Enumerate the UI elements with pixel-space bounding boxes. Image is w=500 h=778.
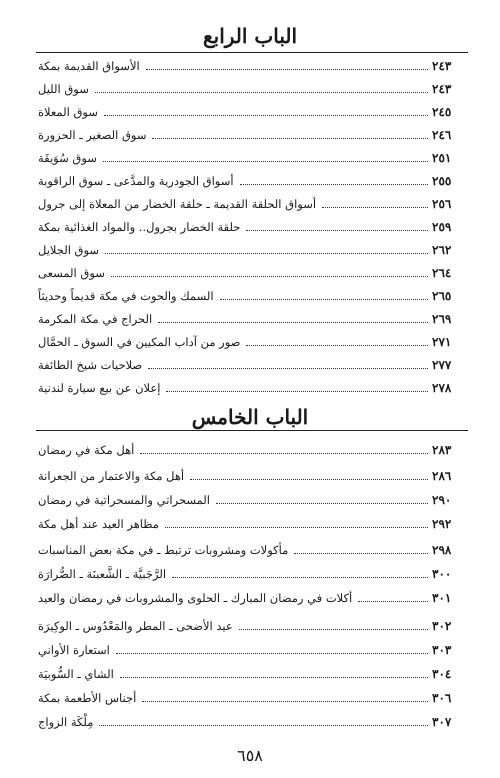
dot-leader bbox=[165, 526, 428, 528]
toc-entry-title: أسواق الحلقة القديمة ـ حلقة الخضار من المعلاة إلى جرول bbox=[38, 197, 317, 211]
toc-entry bbox=[36, 582, 468, 606]
dot-leader bbox=[120, 676, 428, 678]
toc-entry-title: أهل مكة والاعتمار من الجعرانة bbox=[38, 469, 185, 483]
toc-entry-page: ٣٠١ bbox=[432, 591, 452, 605]
dot-leader bbox=[111, 275, 428, 277]
toc-entry-title: عيد الأضحى ـ المطر والمَعْدُوس ـ الوكِيرَة bbox=[38, 619, 233, 633]
toc-entry bbox=[36, 281, 468, 304]
dot-leader bbox=[240, 183, 428, 185]
toc-entry-title: أهل مكة في رمضان bbox=[38, 443, 135, 457]
toc-entry-page: ٢٩٨ bbox=[432, 543, 452, 557]
toc-entry-page: ٣٠٤ bbox=[432, 667, 452, 681]
dot-leader bbox=[99, 724, 428, 726]
toc-entry bbox=[36, 74, 468, 97]
toc-entry bbox=[36, 120, 468, 143]
toc-entry-page: ٢٦٤ bbox=[432, 266, 452, 280]
toc-entry-page: ٣٠٢ bbox=[432, 619, 452, 633]
toc-entry-title: مِلْكَة الزواج bbox=[38, 715, 94, 729]
toc-entry-page: ٣٠٦ bbox=[432, 691, 452, 705]
dot-leader bbox=[103, 160, 428, 162]
toc-entry-page: ٢٤٦ bbox=[432, 128, 452, 142]
toc-entry-page: ٣٠٣ bbox=[432, 643, 452, 657]
toc-entry bbox=[36, 658, 468, 682]
dot-leader bbox=[105, 252, 428, 254]
chapter-4-rule bbox=[36, 52, 468, 53]
dot-leader bbox=[239, 628, 428, 630]
toc-entry-page: ٢٤٥ bbox=[432, 105, 452, 119]
toc-entry bbox=[36, 634, 468, 658]
toc-entry-page: ٢٩٠ bbox=[432, 493, 452, 507]
toc-entry-page: ٢٧٧ bbox=[432, 358, 452, 372]
toc-entry bbox=[36, 189, 468, 212]
toc-entry bbox=[36, 432, 468, 458]
dot-leader bbox=[246, 229, 428, 231]
toc-entry-title: الحراج في مكة المكرمة bbox=[38, 312, 153, 326]
dot-leader bbox=[116, 652, 428, 654]
toc-entry bbox=[36, 350, 468, 373]
toc-entry-title: إعلان عن بيع سيارة لندنية bbox=[38, 381, 161, 395]
toc-entry-page: ٣٠٠ bbox=[432, 567, 452, 581]
chapter-5-toc bbox=[36, 432, 468, 730]
toc-entry-page: ٣٠٧ bbox=[432, 715, 452, 729]
toc-entry bbox=[36, 166, 468, 189]
dot-leader bbox=[358, 600, 428, 602]
toc-entry-title: مأكولات ومشروبات ترتبط ـ في مكة بعض المناسبات bbox=[38, 543, 289, 557]
dot-leader bbox=[172, 576, 428, 578]
toc-entry-title: سوق المعلاة bbox=[38, 105, 98, 119]
dot-leader bbox=[216, 502, 428, 504]
toc-entry-title: سوق المسعى bbox=[38, 266, 105, 280]
toc-entry bbox=[36, 143, 468, 166]
page-number: ٦٥٨ bbox=[237, 746, 263, 765]
toc-entry-title: أكلات في رمضان المبارك ـ الحلوى والمشروبات في رمضان والعيد bbox=[38, 591, 353, 605]
toc-entry-page: ٢٧١ bbox=[432, 335, 452, 349]
toc-entry bbox=[36, 532, 468, 558]
toc-entry-page: ٢٩٢ bbox=[432, 517, 452, 531]
toc-entry bbox=[36, 606, 468, 634]
dot-leader bbox=[158, 321, 428, 323]
toc-entry-title: الأسواق القديمة بمكة bbox=[38, 59, 140, 73]
toc-entry bbox=[36, 458, 468, 484]
dot-leader bbox=[322, 206, 428, 208]
toc-entry-page: ٢٧٨ bbox=[432, 381, 452, 395]
toc-entry-title: مظاهر العيد عند أهل مكة bbox=[38, 517, 159, 531]
dot-leader bbox=[140, 452, 428, 454]
toc-entry bbox=[36, 373, 468, 396]
dot-leader bbox=[152, 137, 428, 139]
toc-entry-title: صور من آداب المكيين في السوق ـ الحمَّال bbox=[38, 335, 241, 349]
toc-entry-page: ٢٤٣ bbox=[432, 82, 452, 96]
toc-entry-title: صلاحيات شيخ الطائفة bbox=[38, 358, 143, 372]
dot-leader bbox=[246, 344, 428, 346]
dot-leader bbox=[142, 700, 428, 702]
toc-entry-title: المسحراتي والمسحراتية في رمضان bbox=[38, 493, 211, 507]
dot-leader bbox=[220, 298, 428, 300]
toc-entry-title: الشاي ـ السُّوبيَة bbox=[38, 667, 114, 681]
toc-entry-title: استعارة الأواني bbox=[38, 643, 110, 657]
toc-entry-page: ٢٦٢ bbox=[432, 243, 452, 257]
toc-entry-page: ٢٤٣ bbox=[432, 59, 452, 73]
chapter-5-heading: الباب الخامس bbox=[191, 405, 309, 429]
dot-leader bbox=[166, 390, 428, 392]
toc-entry-page: ٢٥٥ bbox=[432, 174, 452, 188]
toc-entry-title: الرَّجَبيَّة ـ الشَّعبنَة ـ الصُّرارَة bbox=[38, 567, 167, 581]
dot-leader bbox=[148, 367, 428, 369]
toc-entry bbox=[36, 558, 468, 582]
dot-leader bbox=[104, 114, 428, 116]
dot-leader bbox=[190, 478, 428, 480]
toc-entry-title: حلقة الخضار بجرول.. والمواد الغذائية بمكة bbox=[38, 220, 241, 234]
toc-entry bbox=[36, 235, 468, 258]
toc-entry-title: سوق سُوَيقَة bbox=[38, 151, 97, 165]
toc-entry bbox=[36, 54, 468, 74]
toc-entry-page: ٢٥٦ bbox=[432, 197, 452, 211]
toc-entry bbox=[36, 304, 468, 327]
toc-entry bbox=[36, 682, 468, 706]
toc-entry-page: ٢٦٥ bbox=[432, 289, 452, 303]
toc-entry-title: أسواق الجودرية والمدَّعى ـ سوق الراقوبة bbox=[38, 174, 234, 188]
dot-leader bbox=[95, 91, 428, 93]
chapter-4-heading: الباب الرابع bbox=[202, 24, 298, 48]
toc-entry-page: ٢٥١ bbox=[432, 151, 452, 165]
toc-entry-page: ٢٨٣ bbox=[432, 443, 452, 457]
toc-entry-page: ٢٨٦ bbox=[432, 469, 452, 483]
toc-entry bbox=[36, 508, 468, 532]
dot-leader bbox=[146, 68, 428, 70]
toc-entry-title: سوق الصغير ـ الحزورة bbox=[38, 128, 147, 142]
toc-entry-title: أجناس الأطعمة بمكة bbox=[38, 691, 137, 705]
toc-entry-page: ٢٦٩ bbox=[432, 312, 452, 326]
toc-entry-title: سوق الليل bbox=[38, 82, 89, 96]
toc-entry bbox=[36, 706, 468, 730]
toc-entry bbox=[36, 97, 468, 120]
dot-leader bbox=[294, 552, 428, 554]
toc-entry bbox=[36, 484, 468, 508]
chapter-4-toc bbox=[36, 54, 468, 396]
toc-entry bbox=[36, 212, 468, 235]
toc-entry-title: سوق الجلايل bbox=[38, 243, 100, 257]
chapter-5-rule bbox=[36, 430, 468, 431]
toc-entry-title: السمك والحوت في مكة قديماً وحديثاً bbox=[38, 289, 214, 303]
toc-entry bbox=[36, 327, 468, 350]
toc-entry-page: ٢٥٩ bbox=[432, 220, 452, 234]
toc-entry bbox=[36, 258, 468, 281]
